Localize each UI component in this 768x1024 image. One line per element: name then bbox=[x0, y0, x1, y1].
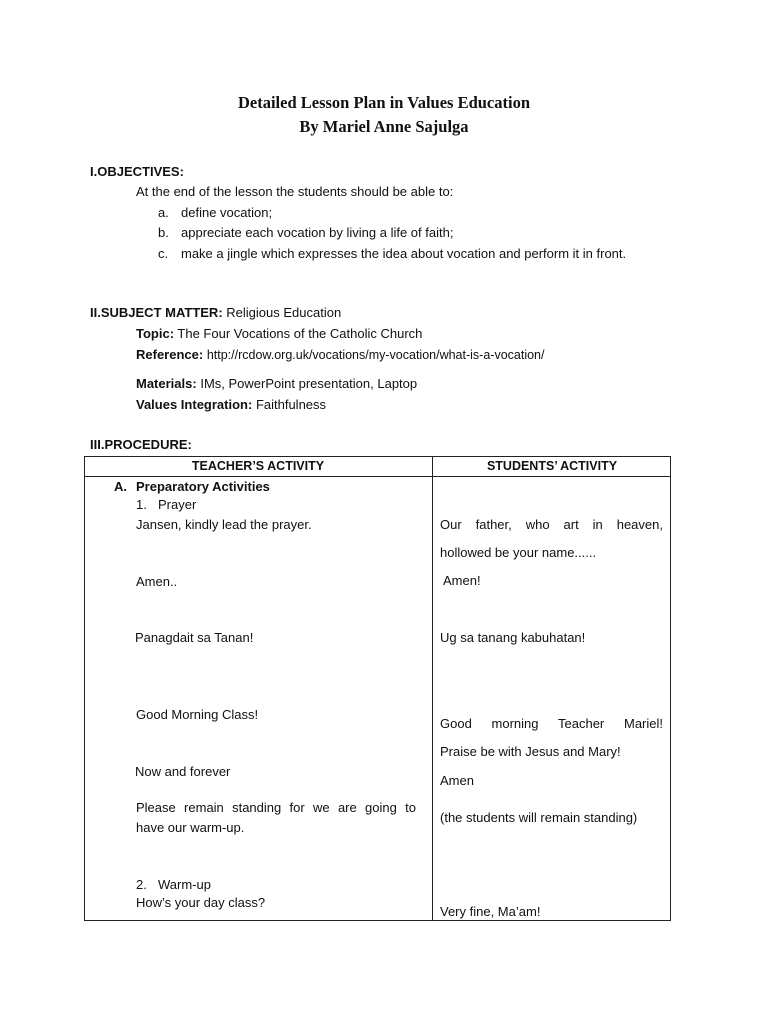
sub1-title: Prayer bbox=[158, 497, 197, 512]
section-title: Preparatory Activities bbox=[136, 479, 270, 494]
reference-link[interactable]: http://rcdow.org.uk/vocations/my-vocation/what-is-a-vocation/ bbox=[206, 348, 545, 362]
subject-matter-value: Religious Education bbox=[226, 305, 342, 320]
student-line-6: (the students will remain standing) bbox=[440, 810, 638, 825]
materials-value: IMs, PowerPoint presentation, Laptop bbox=[200, 376, 418, 391]
sub2-title: Warm-up bbox=[158, 877, 211, 892]
topic-label: Topic: bbox=[136, 326, 175, 341]
procedure-heading: III.PROCEDURE: bbox=[90, 437, 192, 452]
topic-line bbox=[136, 326, 422, 341]
teacher-line-7: How’s your day class? bbox=[136, 895, 266, 910]
values-integration-line bbox=[136, 397, 326, 412]
student-line-3: Ug sa tanang kabuhatan! bbox=[440, 630, 586, 645]
sub1-marker: 1. bbox=[136, 497, 147, 512]
student-line-4b: Praise be with Jesus and Mary! bbox=[440, 744, 621, 759]
student-line-4a: Good morning Teacher Mariel! bbox=[440, 716, 663, 731]
objective-item-c: make a jingle which expresses the idea about vocation and perform it in front. bbox=[181, 246, 627, 261]
student-line-1a: Our father, who art in heaven, bbox=[440, 517, 663, 532]
student-line-5: Amen bbox=[440, 773, 474, 788]
section-marker: A. bbox=[114, 479, 127, 494]
reference-line bbox=[136, 347, 544, 362]
document-title: Detailed Lesson Plan in Values Education bbox=[237, 93, 531, 112]
teacher-line-6a: Please remain standing for we are going to bbox=[136, 800, 416, 815]
sub2-marker: 2. bbox=[136, 877, 147, 892]
objectives-intro: At the end of the lesson the students should be able to: bbox=[136, 184, 454, 199]
reference-label: Reference: bbox=[136, 347, 204, 362]
topic-value: The Four Vocations of the Catholic Church bbox=[177, 326, 423, 341]
teacher-line-2: Amen.. bbox=[136, 574, 178, 589]
objectives-heading: I.OBJECTIVES: bbox=[90, 164, 184, 179]
student-line-1b: hollowed be your name...... bbox=[440, 545, 597, 560]
objective-marker-a: a. bbox=[158, 205, 169, 220]
objective-item-b: appreciate each vocation by living a life of faith; bbox=[181, 225, 454, 240]
teacher-line-6b: have our warm-up. bbox=[136, 820, 245, 835]
materials-line bbox=[136, 376, 417, 391]
objective-marker-b: b. bbox=[158, 225, 169, 240]
subject-matter-heading: II.SUBJECT MATTER: bbox=[90, 305, 223, 320]
teacher-activity-header: TEACHER’S ACTIVITY bbox=[191, 459, 325, 473]
student-line-2: Amen! bbox=[443, 573, 481, 588]
teacher-line-1: Jansen, kindly lead the prayer. bbox=[136, 517, 312, 532]
table-header-divider bbox=[84, 476, 671, 477]
teacher-line-5: Now and forever bbox=[135, 764, 231, 779]
objective-marker-c: c. bbox=[158, 246, 169, 261]
student-line-7: Very fine, Ma’am! bbox=[440, 904, 541, 919]
teacher-line-4: Good Morning Class! bbox=[136, 707, 259, 722]
table-column-divider bbox=[432, 456, 433, 921]
students-activity-header: STUDENTS’ ACTIVITY bbox=[486, 459, 618, 473]
subject-matter-line bbox=[90, 305, 341, 320]
document-author: By Mariel Anne Sajulga bbox=[299, 117, 469, 136]
objective-item-a: define vocation; bbox=[181, 205, 273, 220]
values-integration-value: Faithfulness bbox=[255, 397, 327, 412]
values-integration-label: Values Integration: bbox=[136, 397, 253, 412]
materials-label: Materials: bbox=[136, 376, 197, 391]
teacher-line-3: Panagdait sa Tanan! bbox=[135, 630, 254, 645]
